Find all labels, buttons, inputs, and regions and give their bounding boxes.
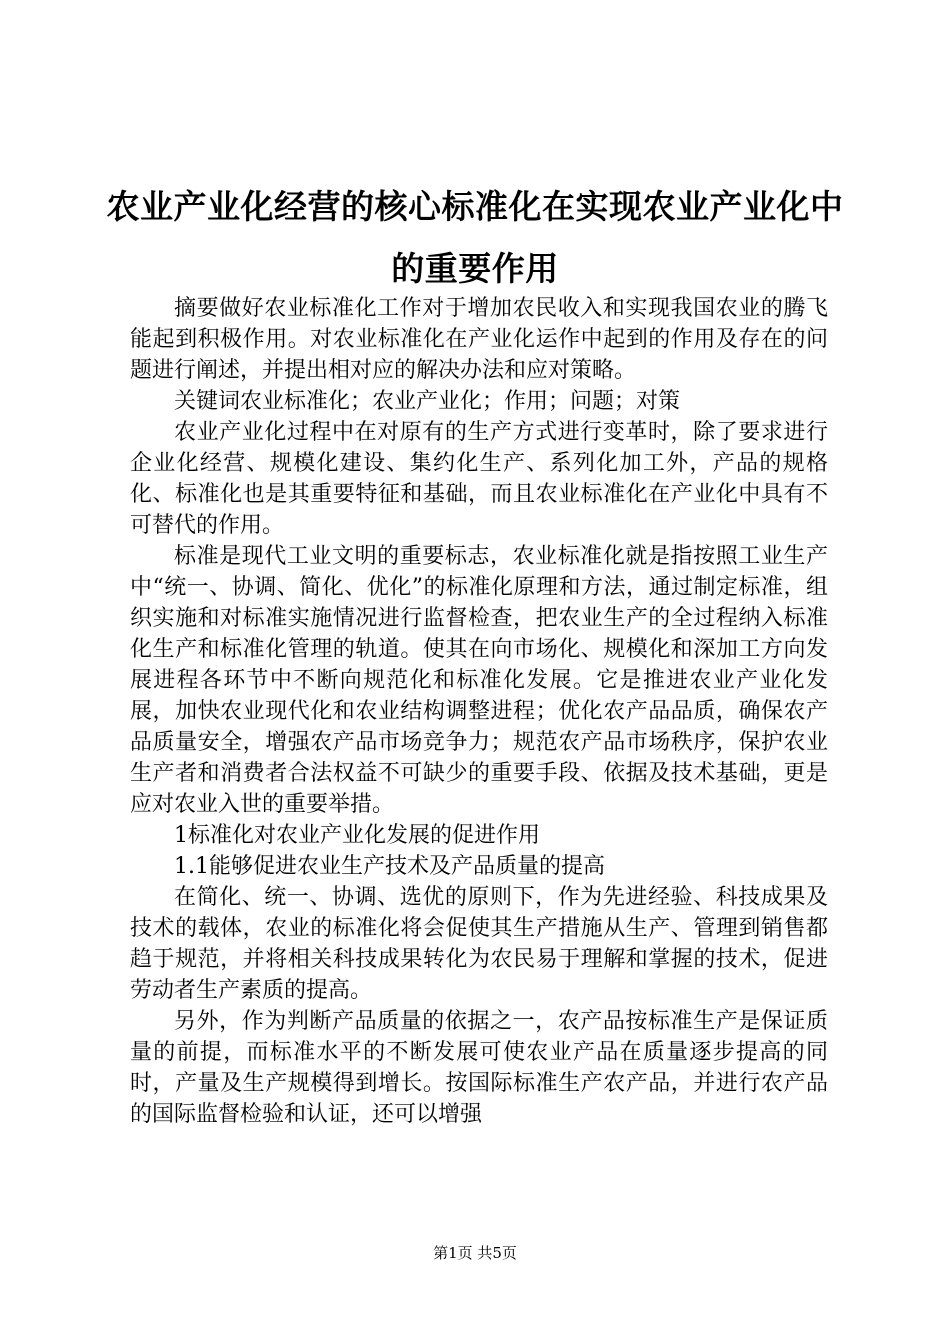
document-title: 农业产业化经营的核心标准化在实现农业产业化中的重要作用 <box>106 187 844 288</box>
body-paragraph: 标准是现代工业文明的重要标志，农业标准化就是指按照工业生产中“统一、协调、简化、优化”的标准化原理和方法，通过制定标准，组织实施和对标准实施情况进行监督检查，把农业生产的全过程纳入标准化生产和标准化管理的轨道。使其在向市场化、规模化和深加工方向发展进程各环节中不断向规范化和标准化发展。它是推进农业产业化发展，加快农业现代化和农业结构调整进程；优化农产品品质，确保农产品质量安全，增强农产品市场竞争力；规范农产品市场秩序，保护农业生产者和消费者合法权益不可缺少的重要手段、依据及技术基础，更是应对农业入世的重要举措。 <box>130 544 828 817</box>
document-body <box>130 293 828 1130</box>
body-paragraph: 另外，作为判断产品质量的依据之一，农产品按标准生产是保证质量的前提，而标准水平的不断发展可使农业产品在质量逐步提高的同时，产量及生产规模得到增长。按国际标准生产农产品，并进行农产品的国际监督检验和认证，还可以增强 <box>130 1009 828 1127</box>
keywords-paragraph: 关键词农业标准化；农业产业化；作用；问题；对策 <box>174 389 681 414</box>
subsection-heading: 1.1能够促进农业生产技术及产品质量的提高 <box>174 854 605 879</box>
body-paragraph: 农业产业化过程中在对原有的生产方式进行变革时，除了要求进行企业化经营、规模化建设、集约化生产、系列化加工外，产品的规格化、标准化也是其重要特征和基础，而且农业标准化在产业化中具有不可替代的作用。 <box>130 420 828 538</box>
abstract-paragraph: 摘要做好农业标准化工作对于增加农民收入和实现我国农业的腾飞能起到积极作用。对农业标准化在产业化运作中起到的作用及存在的问题进行阐述，并提出相对应的解决办法和应对策略。 <box>130 296 828 383</box>
body-paragraph: 在简化、统一、协调、选优的原则下，作为先进经验、科技成果及技术的载体，农业的标准化将会促使其生产措施从生产、管理到销售都趋于规范，并将相关科技成果转化为农民易于理解和掌握的技术，促进劳动者生产素质的提高。 <box>130 885 828 1003</box>
page-number-footer: 第1页 共5页 <box>433 1244 517 1262</box>
section-heading: 1标准化对农业产业化发展的促进作用 <box>174 823 540 848</box>
